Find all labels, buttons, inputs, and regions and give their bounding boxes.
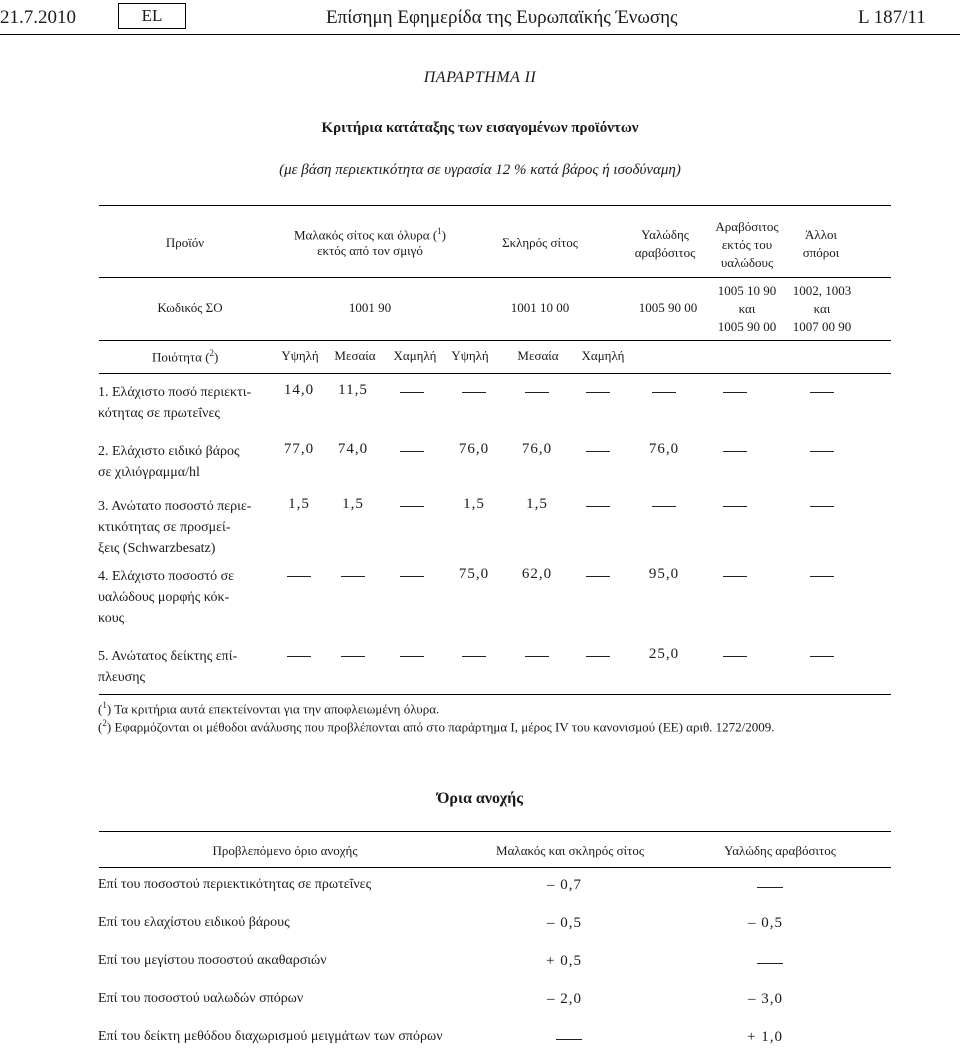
criterion-label (98, 646, 268, 688)
quality-medium-1: Μεσαία (334, 348, 376, 363)
tolerance-value-maize: – 3,0 (748, 991, 783, 1007)
empty-value-dash (586, 506, 610, 507)
tolerance-value-wheat: – 0,5 (547, 915, 582, 931)
quality-high-2: Υψηλή (451, 348, 489, 363)
cn-maize-line2: και (738, 301, 756, 316)
criterion-label-line: 2. Ελάχιστο ειδικό βάρος (98, 444, 240, 459)
maize-line1: Αραβόσιτος (715, 219, 779, 234)
empty-value-dash (810, 576, 834, 577)
tolerance-title: Όρια ανοχής (436, 790, 523, 807)
empty-value-dash (810, 392, 834, 393)
cn-maize (706, 282, 788, 336)
cn-durum: 1001 10 00 (510, 300, 570, 315)
criterion-value: 1,5 (288, 496, 310, 512)
empty-value-dash (462, 392, 486, 393)
criterion-value: 74,0 (337, 441, 369, 457)
other-line1: Άλλοι (805, 227, 837, 242)
criterion-label (98, 382, 268, 424)
criterion-label (98, 441, 268, 483)
criterion-value: 77,0 (283, 441, 315, 457)
empty-value-dash (652, 506, 676, 507)
annex-title: ΠΑΡΑΡΤΗΜΑ II (423, 69, 537, 86)
quality-medium-2: Μεσαία (517, 348, 559, 363)
tolerance-header-wheat: Μαλακός και σκληρός σίτος (496, 843, 644, 858)
vitreous-line1: Υαλώδης (641, 227, 689, 242)
soft-wheat-line2: εκτός από τον σμιγό (317, 243, 423, 259)
criterion-label-line: πλευσης (98, 670, 146, 685)
footnote-2-num: 2 (102, 718, 107, 728)
annex-subtitle: (με βάση περιεκτικότητα σε υγρασία 12 % κατά βάρος ή ισοδύναμη) (279, 162, 681, 178)
criterion-value: 76,0 (521, 441, 553, 457)
criterion-label-line: ξεις (Schwarzbesatz) (98, 541, 216, 556)
criterion-value: 14,0 (283, 382, 315, 398)
empty-value-dash (810, 506, 834, 507)
tolerance-row-label: Επί του δείκτη μεθόδου διαχωρισμού μειγμάτων των σπόρων (98, 1029, 443, 1044)
criterion-label-line: 3. Ανώτατο ποσοστό περιε- (98, 499, 252, 514)
product-vitreous-maize (620, 226, 710, 262)
quality-label (152, 348, 218, 365)
tolerance-value-wheat: – 0,7 (547, 877, 582, 893)
maize-line2: εκτός του (721, 237, 773, 252)
cn-other-line3: 1007 00 90 (792, 319, 852, 334)
criterion-label-line: σε χιλιόγραμμα/hl (98, 465, 200, 480)
footnote-ref-1: 1 (437, 226, 442, 236)
empty-value-dash (400, 656, 424, 657)
empty-value-dash (341, 656, 365, 657)
criterion-label-line: κότητας σε πρωτεΐνες (98, 406, 220, 421)
language-badge: EL (118, 3, 186, 29)
empty-value-dash (586, 451, 610, 452)
table1-rule-2 (99, 277, 891, 278)
footnote-ref-2: 2 (209, 348, 215, 358)
cn-other-line2: και (813, 301, 831, 316)
empty-value-dash (723, 576, 747, 577)
table1-rule-3 (99, 340, 891, 341)
empty-value-dash (287, 656, 311, 657)
footnote-1: ($^1$) Τα κριτήρια αυτά επεκτείνονται για την αποφλειωμένη όλυρα. (98, 700, 440, 717)
header-rule (0, 34, 960, 35)
annex-heading: Κριτήρια κατάταξης των εισαγομένων προϊόντων (321, 120, 639, 136)
empty-value-dash (400, 451, 424, 452)
empty-value-dash (400, 392, 424, 393)
empty-value-dash (586, 576, 610, 577)
cn-soft-wheat: 1001 90 (348, 300, 392, 315)
empty-value-dash (400, 506, 424, 507)
empty-value-dash (525, 392, 549, 393)
quality-low-1: Χαμηλή (393, 348, 437, 363)
quality-low-2: Χαμηλή (581, 348, 625, 363)
criterion-label (98, 566, 268, 629)
cn-other (782, 282, 862, 336)
empty-value-dash (723, 656, 747, 657)
empty-value-dash (723, 451, 747, 452)
quality-label-text: Ποιότητα ( (152, 349, 210, 365)
table2-top-rule (99, 831, 891, 832)
empty-value-dash (723, 506, 747, 507)
criterion-value: 62,0 (521, 566, 553, 582)
other-line2: σπόροι (802, 245, 840, 260)
footnote-1-text: Τα κριτήρια αυτά επεκτείνονται για την αποφλειωμένη όλυρα. (114, 701, 440, 717)
empty-value-dash (723, 392, 747, 393)
criterion-value: 25,0 (648, 646, 680, 662)
criterion-value: 1,5 (463, 496, 485, 512)
tolerance-value-maize: – 0,5 (748, 915, 783, 931)
criterion-label-line: κτικότητας σε προσμεί- (98, 520, 231, 535)
footnote-2-text: Εφαρμόζονται οι μέθοδοι ανάλυσης που προβλέπονται από στο παράρτημα I, μέρος IV του κανονισμού (ΕΕ) αριθ. 1272/2009. (114, 719, 775, 735)
tolerance-empty-dash (757, 963, 783, 964)
tolerance-header-label: Προβλεπόμενο όριο ανοχής (212, 843, 358, 858)
quality-label-end: ) (214, 349, 219, 365)
empty-value-dash (652, 392, 676, 393)
cn-vitreous: 1005 90 00 (638, 300, 698, 315)
tolerance-value-wheat: + 0,5 (546, 953, 582, 969)
empty-value-dash (810, 656, 834, 657)
tolerance-row-label: Επί του ελαχίστου ειδικού βάρους (98, 915, 290, 930)
cn-maize-line1: 1005 10 90 (717, 283, 777, 298)
soft-wheat-line1-end: ) (441, 227, 446, 243)
soft-wheat-line1: Μαλακός σίτος και όλυρα ( (294, 227, 438, 243)
criterion-value: 11,5 (338, 382, 368, 398)
criterion-value: 1,5 (526, 496, 548, 512)
criterion-value: 76,0 (458, 441, 490, 457)
cn-other-line1: 1002, 1003 (792, 283, 852, 298)
empty-value-dash (341, 576, 365, 577)
tolerance-empty-dash (757, 887, 783, 888)
product-other-grains (786, 226, 856, 262)
table1-top-rule (99, 205, 891, 206)
product-durum: Σκληρός σίτος (502, 235, 578, 250)
criterion-value: 76,0 (648, 441, 680, 457)
criterion-value: 75,0 (458, 566, 490, 582)
empty-value-dash (586, 656, 610, 657)
journal-title: Επίσημη Εφημερίδα της Ευρωπαϊκής Ένωσης (326, 7, 678, 28)
table1-bottom-rule (99, 694, 891, 695)
page-number: L 187/11 (858, 7, 926, 28)
empty-value-dash (400, 576, 424, 577)
tolerance-row-label: Επί του ποσοστού περιεκτικότητας σε πρωτεΐνες (98, 877, 372, 892)
cn-label: Κωδικός ΣΟ (157, 300, 223, 315)
criterion-value: 95,0 (648, 566, 680, 582)
empty-value-dash (810, 451, 834, 452)
empty-value-dash (462, 656, 486, 657)
tolerance-value-maize: + 1,0 (747, 1029, 783, 1045)
footnote-2: ($^2$) Εφαρμόζονται οι μέθοδοι ανάλυσης που προβλέπονται από στο παράρτημα I, μέρος IV του κανονισμού (ΕΕ) αριθ. 1272/2009. (98, 718, 775, 735)
empty-value-dash (287, 576, 311, 577)
criterion-label (98, 496, 268, 559)
header-date: 21.7.2010 (0, 7, 76, 28)
tolerance-value-wheat: – 2,0 (547, 991, 582, 1007)
cn-maize-line3: 1005 90 00 (717, 319, 777, 334)
product-soft-wheat (270, 226, 470, 259)
table1-rule-4 (99, 373, 891, 374)
empty-value-dash (586, 392, 610, 393)
footnote-1-num: 1 (102, 700, 107, 710)
product-maize (708, 218, 786, 272)
criterion-label-line: υαλώδους μορφής κόκ- (98, 590, 230, 605)
maize-line3: υαλώδους (720, 255, 774, 270)
product-label: Προϊόν (165, 235, 205, 250)
criterion-label-line: 4. Ελάχιστο ποσοστό σε (98, 569, 235, 584)
criterion-label-line: 1. Ελάχιστο ποσό περιεκτι- (98, 385, 252, 400)
empty-value-dash (525, 656, 549, 657)
criterion-label-line: 5. Ανώτατος δείκτης επί- (98, 649, 238, 664)
vitreous-line2: αραβόσιτος (634, 245, 696, 260)
table2-header-rule (99, 867, 891, 868)
criterion-value: 1,5 (342, 496, 364, 512)
tolerance-header-maize: Υαλώδης αραβόσιτος (724, 843, 836, 858)
criterion-label-line: κους (98, 611, 125, 626)
tolerance-empty-dash (556, 1039, 582, 1040)
quality-high-1: Υψηλή (281, 348, 319, 363)
tolerance-row-label: Επί του ποσοστού υαλωδών σπόρων (98, 991, 304, 1006)
tolerance-row-label: Επί του μεγίστου ποσοστού ακαθαρσιών (98, 953, 327, 968)
